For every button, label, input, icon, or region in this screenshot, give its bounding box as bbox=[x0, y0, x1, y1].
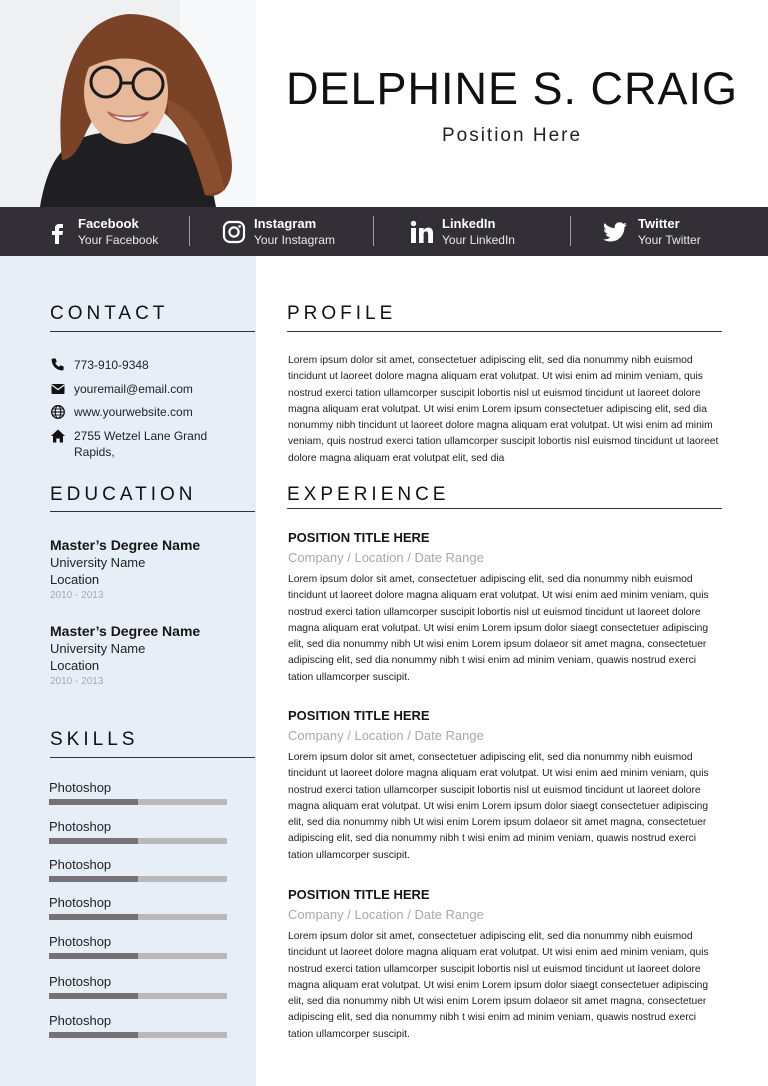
skill-bar bbox=[49, 1032, 227, 1038]
social-facebook[interactable] bbox=[46, 207, 158, 256]
skill-bar-fill bbox=[49, 876, 138, 882]
skill-item bbox=[49, 780, 229, 805]
skill-bar bbox=[49, 876, 227, 882]
instagram-label: Instagram bbox=[254, 215, 317, 231]
skill-bar-fill bbox=[49, 799, 138, 805]
skill-bar bbox=[49, 953, 227, 959]
social-bar bbox=[0, 207, 768, 256]
email-text: youremail@email.com bbox=[74, 382, 193, 396]
social-instagram[interactable] bbox=[222, 207, 335, 256]
skills-divider bbox=[50, 757, 255, 758]
skill-bar-fill bbox=[49, 1032, 138, 1038]
envelope-icon bbox=[50, 381, 66, 397]
website-text: www.yourwebsite.com bbox=[74, 405, 193, 419]
facebook-label: Facebook bbox=[78, 215, 139, 231]
phone-text: 773-910-9348 bbox=[74, 358, 149, 372]
candidate-name: DELPHINE S. CRAIG bbox=[285, 63, 739, 114]
skill-name: Photoshop bbox=[49, 1013, 112, 1028]
education-years: 2010 - 2013 bbox=[50, 590, 104, 601]
experience-heading: EXPERIENCE bbox=[287, 484, 450, 505]
skill-item bbox=[49, 819, 229, 844]
job-title: POSITION TITLE HERE bbox=[288, 530, 430, 545]
twitter-icon bbox=[600, 219, 630, 245]
skill-item bbox=[49, 934, 229, 959]
job-subtitle: Company / Location / Date Range bbox=[288, 907, 484, 922]
skill-item bbox=[49, 1013, 229, 1038]
job-description: Lorem ipsum dolor sit amet, consectetuer adipiscing elit, sed dia nonummy nibh euismod tincidunt ut laoreet dolore magna aliquam erat volutpat. Ut wisi enim aed minim veniam, quis nostrud exerci tation ullamcorper suscipit lobortis nisl ut euismod tincidunt ut laoreet dolore magna aliquam erat volutpat. Ut wisi enim Lorem ipsum dolor siaegt consectetuer adipiscing elit, sed dia nonummy nibh Ut wisi enim Lorem ipsum dolaeor sit amet magna, consectetuer adipiscing elit, sed dia nonummy nibh t wisi enim ad minim veniam, quawis nostrud exerci tation ullamcorper suscipit. bbox=[288, 752, 709, 861]
facebook-handle: Your Facebook bbox=[78, 232, 159, 247]
contact-email[interactable] bbox=[50, 381, 193, 397]
profile-text: Lorem ipsum dolor sit amet, consectetuer adipiscing elit, sed dia nonummy nibh euismod tincidunt ut laoreet dolore magna aliquam erat volutpat. Ut wisi enim ad minim veniam, quis nostrud exerci tation ullamcorper suscipit lobortis nisl ut euismod tincidunt ut laoreet dolore magna aliquam erat volutpat. Ut wisi enim Lorem ipsum consectetuer adipiscing elit, sed dia nonummy nibh tincidunt ut laoreet dolore magna aliquam erat volutpat. Ut wisi enim ad minim veniam, quis nostrud exerci tation ullamcorper suscipit lobortis nisl euismod tincidunt ut laoreet dolore magna aliquam erat volutpat elit, sed dia bbox=[288, 355, 719, 464]
linkedin-icon bbox=[410, 220, 434, 244]
job-subtitle: Company / Location / Date Range bbox=[288, 728, 484, 743]
phone-icon bbox=[50, 357, 66, 373]
globe-icon bbox=[50, 404, 66, 420]
position-title: Position Here bbox=[441, 125, 583, 146]
degree-name: Master’s Degree Name bbox=[50, 537, 201, 553]
contact-website[interactable] bbox=[50, 404, 193, 420]
job-title: POSITION TITLE HERE bbox=[288, 887, 430, 902]
skill-name: Photoshop bbox=[49, 857, 112, 872]
social-divider bbox=[570, 216, 571, 246]
contact-heading: CONTACT bbox=[50, 303, 169, 324]
skill-name: Photoshop bbox=[49, 974, 112, 989]
skill-item bbox=[49, 857, 229, 882]
skill-name: Photoshop bbox=[49, 934, 112, 949]
skills-heading: SKILLS bbox=[50, 729, 139, 750]
skill-name: Photoshop bbox=[49, 819, 112, 834]
job-description: Lorem ipsum dolor sit amet, consectetuer adipiscing elit, sed dia nonummy nibh euismod tincidunt ut laoreet dolore magna aliquam erat volutpat. Ut wisi enim aed minim veniam, quis nostrud exerci tation ullamcorper suscipit lobortis nisl ut euismod tincidunt ut laoreet dolore magna aliquam erat volutpat. Ut wisi enim Lorem ipsum dolor siaegt consectetuer adipiscing elit, sed dia nonummy nibh Ut wisi enim Lorem ipsum dolaeor sit amet magna, consectetuer adipiscing elit, sed dia nonummy nibh t wisi enim ad minim veniam, quawis nostrud exerci tation ullamcorper suscipit. bbox=[288, 574, 709, 683]
twitter-label: Twitter bbox=[638, 215, 680, 231]
home-icon bbox=[50, 428, 66, 444]
skill-name: Photoshop bbox=[49, 780, 112, 795]
education-years: 2010 - 2013 bbox=[50, 676, 104, 687]
education-location: Location bbox=[50, 572, 100, 587]
instagram-icon bbox=[222, 220, 246, 244]
contact-divider bbox=[50, 331, 255, 332]
job-title: POSITION TITLE HERE bbox=[288, 708, 430, 723]
contact-address bbox=[50, 428, 210, 460]
education-location: Location bbox=[50, 658, 100, 673]
twitter-handle: Your Twitter bbox=[638, 232, 701, 247]
portrait-illustration bbox=[0, 0, 256, 207]
profile-heading: PROFILE bbox=[287, 303, 397, 324]
job-subtitle: Company / Location / Date Range bbox=[288, 550, 484, 565]
skill-bar-fill bbox=[49, 953, 138, 959]
job-description: Lorem ipsum dolor sit amet, consectetuer adipiscing elit, sed dia nonummy nibh euismod tincidunt ut laoreet dolore magna aliquam erat volutpat. Ut wisi enim aed minim veniam, quis nostrud exerci tation ullamcorper suscipit lobortis nisl ut euismod tincidunt ut laoreet dolore magna aliquam erat volutpat. Ut wisi enim Lorem ipsum dolor siaegt consectetuer adipiscing elit, sed dia nonummy nibh Ut wisi enim Lorem ipsum dolaeor sit amet magna, consectetuer adipiscing elit, sed dia nonummy nibh t wisi enim ad minim veniam, quawis nostrud exerci tation ullamcorper suscipit. bbox=[288, 931, 709, 1040]
social-divider bbox=[189, 216, 190, 246]
skill-bar bbox=[49, 799, 227, 805]
contact-phone[interactable] bbox=[50, 357, 149, 373]
profile-divider bbox=[287, 331, 722, 332]
skill-bar bbox=[49, 993, 227, 999]
profile-photo bbox=[0, 0, 256, 207]
experience-divider bbox=[287, 508, 722, 509]
skill-bar bbox=[49, 914, 227, 920]
address-text: 2755 Wetzel Lane Grand Rapids, bbox=[74, 429, 208, 459]
skill-item bbox=[49, 895, 229, 920]
education-heading: EDUCATION bbox=[50, 484, 197, 505]
skill-bar-fill bbox=[49, 914, 138, 920]
instagram-handle: Your Instagram bbox=[254, 232, 335, 247]
education-divider bbox=[50, 511, 255, 512]
university-name: University Name bbox=[50, 641, 146, 656]
skill-bar-fill bbox=[49, 838, 138, 844]
skill-bar bbox=[49, 838, 227, 844]
linkedin-handle: Your LinkedIn bbox=[442, 232, 515, 247]
skill-bar-fill bbox=[49, 993, 138, 999]
social-divider bbox=[373, 216, 374, 246]
skill-name: Photoshop bbox=[49, 895, 112, 910]
degree-name: Master’s Degree Name bbox=[50, 623, 201, 639]
facebook-icon bbox=[46, 220, 70, 244]
social-twitter[interactable] bbox=[600, 207, 701, 256]
education-item bbox=[50, 536, 250, 604]
social-linkedin[interactable] bbox=[410, 207, 515, 256]
university-name: University Name bbox=[50, 555, 146, 570]
education-item bbox=[50, 622, 250, 690]
linkedin-label: LinkedIn bbox=[442, 215, 496, 231]
skill-item bbox=[49, 974, 229, 999]
